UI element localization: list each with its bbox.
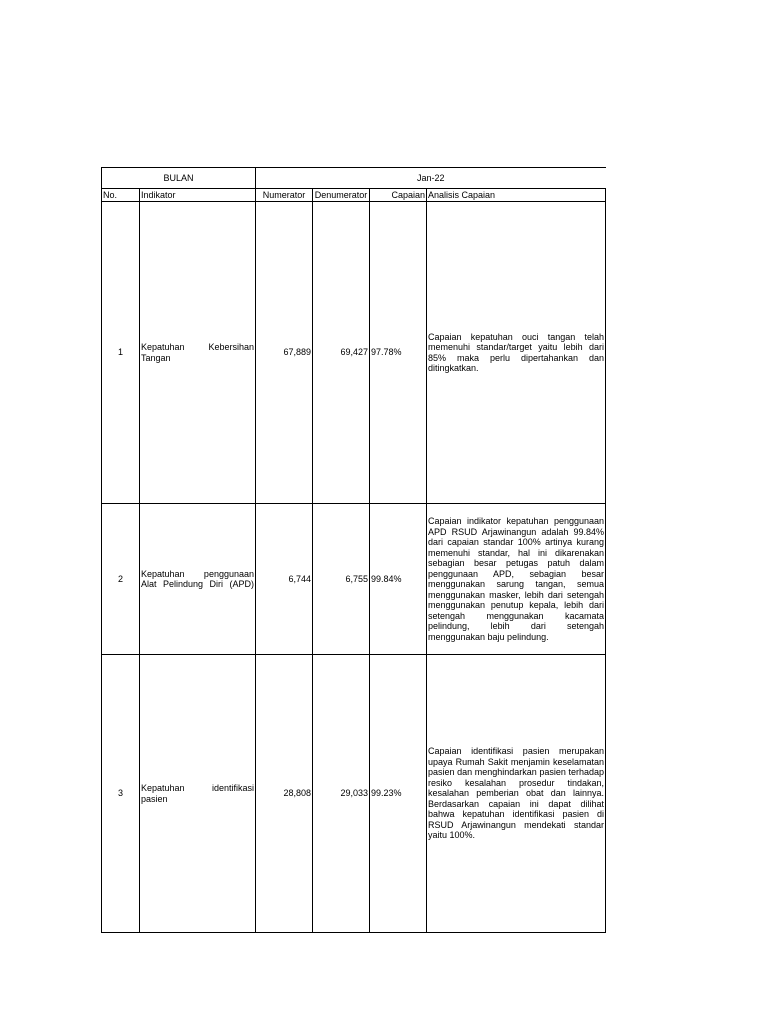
- capaian-value: 97.78%: [370, 202, 427, 504]
- indicator-name: Kepatuhan identifikasi pasien: [140, 655, 256, 933]
- month-label: BULAN: [163, 172, 194, 183]
- indicator-name: Kepatuhan penggunaan Alat Pelindung Diri (APD): [140, 504, 256, 655]
- row-number: 1: [102, 202, 140, 504]
- month-label-cell: [102, 168, 256, 189]
- table-row: [102, 504, 606, 655]
- table-row: [102, 655, 606, 933]
- analysis-text: Capaian identifikasi pasien merupakan upaya Rumah Sakit menjamin keselamatan pasien dan menghindarkan pasien terhadap resiko kesalahan prosedur tindakan, kesalahan pemberian obat dan lainnya. Berdasarkan capaian ini dapat dilihat bahwa kepatuhan identifikasi pasien di RSUD Arjawinangun mendekati standar yaitu 100%.: [427, 655, 606, 933]
- indicator-table: [101, 167, 606, 933]
- column-header-numerator: Numerator: [256, 189, 313, 202]
- denumerator-value: 29,033: [313, 655, 370, 933]
- analysis-text: Capaian indikator kepatuhan penggunaan APD RSUD Arjawinangun adalah 99.84% dari capaian standar 100% artinya kurang memenuhi standar, hal ini dikarenakan sebagian besar petugas patuh dalam penggunaan APD, sebagian besar menggunakan sarung tangan, semua menggunakan masker, lebih dari setengah menggunakan penutup kepala, lebih dari setengah menggunakan kacamata pelindung, lebih dari setengah menggunakan baju pelindung.: [427, 504, 606, 655]
- column-header-indikator: Indikator: [140, 189, 256, 202]
- capaian-value: 99.23%: [370, 655, 427, 933]
- row-number: 3: [102, 655, 140, 933]
- month-value-cell: [256, 168, 606, 189]
- numerator-value: 67,889: [256, 202, 313, 504]
- column-header-denumerator: Denumerator: [313, 189, 370, 202]
- denumerator-value: 6,755: [313, 504, 370, 655]
- numerator-value: 6,744: [256, 504, 313, 655]
- column-header-analisis: Analisis Capaian: [427, 189, 606, 202]
- column-header-capaian: Capaian: [370, 189, 427, 202]
- column-header-row: [102, 189, 606, 202]
- denumerator-value: 69,427: [313, 202, 370, 504]
- numerator-value: 28,808: [256, 655, 313, 933]
- capaian-value: 99.84%: [370, 504, 427, 655]
- row-number: 2: [102, 504, 140, 655]
- indicator-name: Kepatuhan Kebersihan Tangan: [140, 202, 256, 504]
- table-row: [102, 202, 606, 504]
- column-header-no: No.: [102, 189, 140, 202]
- month-header-row: [102, 168, 606, 189]
- month-value: Jan-22: [416, 172, 445, 183]
- analysis-text: Capaian kepatuhan ouci tangan telah memenuhi standar/target yaitu lebih dari 85% maka perlu dipertahankan dan ditingkatkan.: [427, 202, 606, 504]
